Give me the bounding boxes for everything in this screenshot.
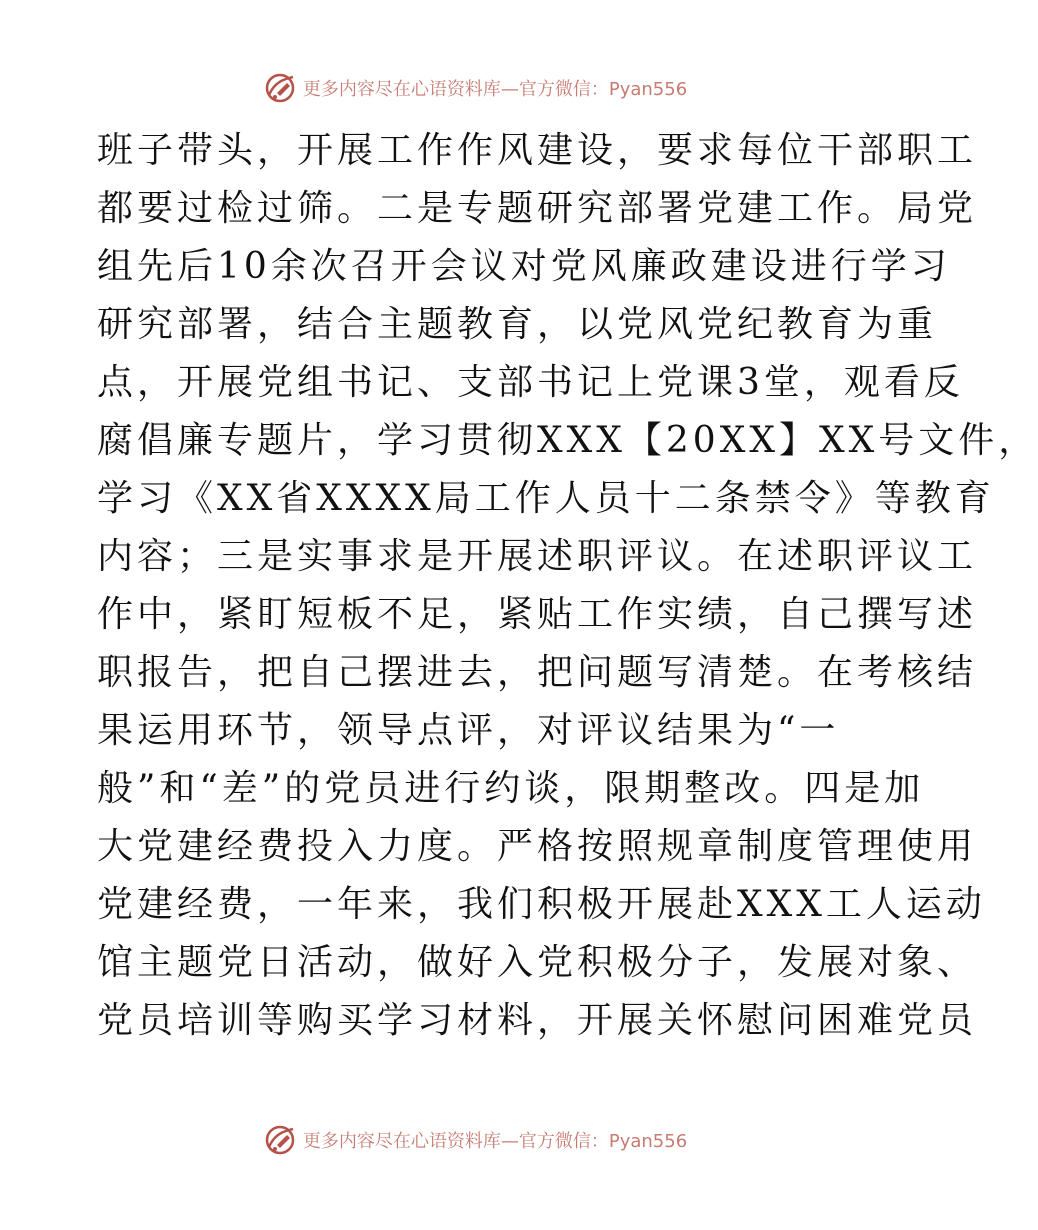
footer-banner-content xyxy=(263,1123,687,1157)
pen-swirl-logo-icon xyxy=(263,71,297,105)
header-banner-content xyxy=(263,71,687,105)
header-banner xyxy=(0,68,950,108)
text-line: 大党建经费投入力度。严格按照规章制度管理使用 xyxy=(97,826,978,867)
text-line: 馆主题党日活动，做好入党积极分子，发展对象、 xyxy=(97,942,978,983)
text-line: 班子带头，开展工作作风建设，要求每位干部职工 xyxy=(97,130,978,171)
footer-banner-text: 更多内容尽在心语资料库—官方微信：Pyan556 xyxy=(302,1131,688,1152)
text-line: 般”和“差”的党员进行约谈，限期整改。四是加 xyxy=(97,768,925,809)
text-line: 内容；三是实事求是开展述职评议。在述职评议工 xyxy=(97,536,978,577)
pen-swirl-logo-icon xyxy=(263,1123,297,1157)
text-line: 组先后10余次召开会议对党风廉政建设进行学习 xyxy=(97,246,951,287)
text-line: 学习《XX省XXXX局工作人员十二条禁令》等教育 xyxy=(97,478,995,519)
text-line: 党员培训等购买学习材料，开展关怀慰问困难党员 xyxy=(97,1000,978,1041)
text-line: 作中，紧盯短板不足，紧贴工作实绩，自己撰写述 xyxy=(97,594,978,635)
text-line: 研究部署，结合主题教育，以党风党纪教育为重 xyxy=(97,304,938,345)
text-line: 都要过检过筛。二是专题研究部署党建工作。局党 xyxy=(97,188,978,229)
text-line: 果运用环节，领导点评，对评议结果为“一 xyxy=(97,710,840,751)
document-body xyxy=(97,122,1038,1050)
text-line: 点，开展党组书记、支部书记上党课3堂，观看反 xyxy=(97,362,964,403)
text-line: 腐倡廉专题片，学习贯彻XXX【20XX】XX号文件， xyxy=(97,420,1038,461)
footer-banner xyxy=(0,1120,950,1160)
text-line: 职报告，把自己摆进去，把问题写清楚。在考核结 xyxy=(97,652,978,693)
text-line: 党建经费，一年来，我们积极开展赴XXX工人运动 xyxy=(97,884,986,925)
header-banner-text: 更多内容尽在心语资料库—官方微信：Pyan556 xyxy=(302,79,688,100)
